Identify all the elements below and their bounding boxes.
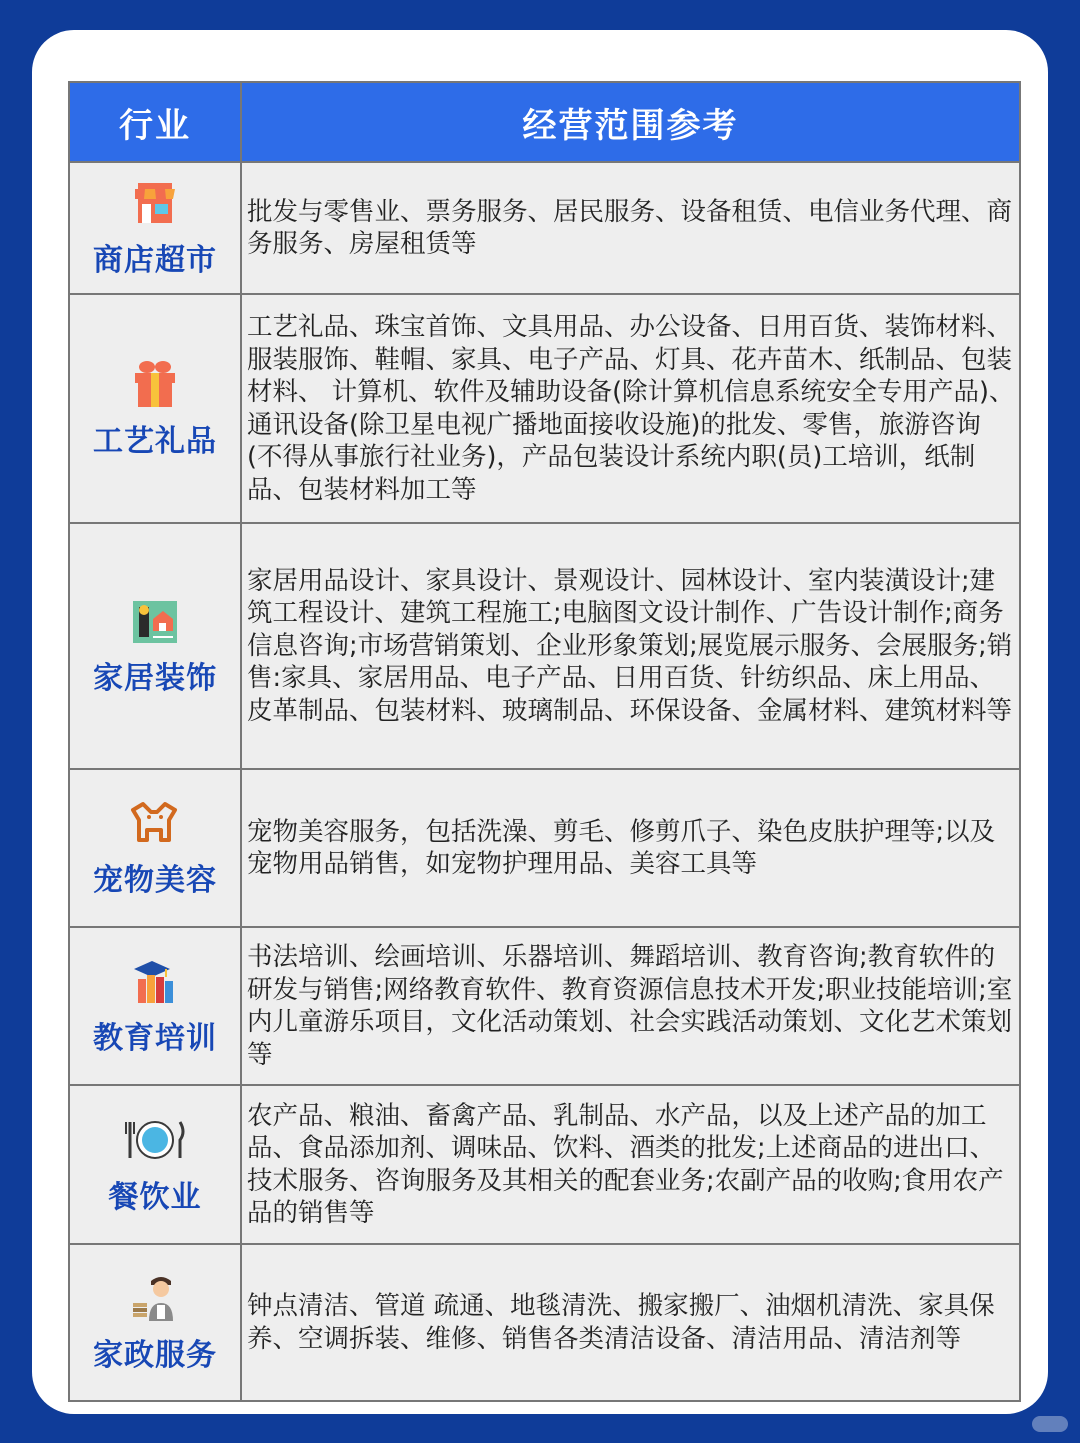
table-header-row <box>69 82 1020 162</box>
home-decor-icon <box>70 595 240 647</box>
gift-icon <box>70 358 240 410</box>
industry-cell <box>69 769 241 927</box>
industry-cell <box>69 1085 241 1244</box>
table-row <box>69 927 1020 1085</box>
books-graduation-cap-icon <box>70 955 240 1007</box>
header-industry: 行业 <box>69 82 241 162</box>
table-row <box>69 769 1020 927</box>
industry-cell <box>69 523 241 769</box>
industry-cell <box>69 1244 241 1401</box>
industry-cell <box>69 927 241 1085</box>
table-row <box>69 294 1020 523</box>
table-row <box>69 162 1020 294</box>
scope-description: 工艺礼品、珠宝首饰、文具用品、办公设备、日用百货、装饰材料、服装服饰、鞋帽、家具、电子产品、灯具、花卉苗木、纸制品、包装材料、 计算机、软件及辅助设备(除计算机信息系统安全专用产品)、通讯设备(除卫星电视广播地面接收设施)的批发、零售，旅游咨询(不得从事旅行社业务)，产品包装设计系统内职(员)工培训，纸制品、包装材料加工等 <box>241 294 1020 523</box>
housekeeper-icon <box>70 1272 240 1324</box>
dog-icon <box>70 797 240 849</box>
header-scope: 经营范围参考 <box>241 82 1020 162</box>
industry-cell <box>69 162 241 294</box>
scope-description: 家居用品设计、家具设计、景观设计、园林设计、室内装潢设计;建筑工程设计、建筑工程施工;电脑图文设计制作、广告设计制作;商务信息咨询;市场营销策划、企业形象策划;展览展示服务、会展服务;销售:家具、家居用品、电子产品、日用百货、针纺织品、床上用品、皮革制品、包装材料、玻璃制品、环保设备、金属材料、建筑材料等 <box>241 523 1020 769</box>
scope-description: 批发与零售业、票务服务、居民服务、设备租赁、电信业务代理、商务服务、房屋租赁等 <box>241 162 1020 294</box>
table-row <box>69 1244 1020 1401</box>
table-row <box>69 523 1020 769</box>
plate-cutlery-icon <box>70 1114 240 1166</box>
industry-name: 商店超市 <box>93 243 217 278</box>
table-row <box>69 1085 1020 1244</box>
store-icon <box>70 177 240 229</box>
scope-description: 农产品、粮油、畜禽产品、乳制品、水产品，以及上述产品的加工品、食品添加剂、调味品、饮料、酒类的批发;上述商品的进出口、技术服务、咨询服务及其相关的配套业务;农副产品的收购;食用农产品的销售等 <box>241 1085 1020 1244</box>
scope-description: 宠物美容服务，包括洗澡、剪毛、修剪爪子、染色皮肤护理等;以及宠物用品销售，如宠物护理用品、美容工具等 <box>241 769 1020 927</box>
industry-name: 餐饮业 <box>108 1179 202 1215</box>
industry-name: 教育培训 <box>93 1021 217 1056</box>
industry-name: 工艺礼品 <box>93 423 217 459</box>
industry-name: 宠物美容 <box>93 863 217 898</box>
scope-description: 钟点清洁、管道 疏通、地毯清洗、搬家搬厂、油烟机清洗、家具保养、空调拆装、维修、销售各类清洁设备、清洁用品、清洁剂等 <box>241 1244 1020 1401</box>
scope-description: 书法培训、绘画培训、乐器培训、舞蹈培训、教育咨询;教育软件的研发与销售;网络教育软件、教育资源信息技术开发;职业技能培训;室内儿童游乐项目，文化活动策划、社会实践活动策划、文化艺术策划等 <box>241 927 1020 1085</box>
industry-name: 家政服务 <box>93 1337 217 1373</box>
industry-cell <box>69 294 241 523</box>
watermark <box>1032 1416 1068 1432</box>
business-scope-table <box>68 81 1021 1402</box>
industry-name: 家居装饰 <box>93 661 217 696</box>
